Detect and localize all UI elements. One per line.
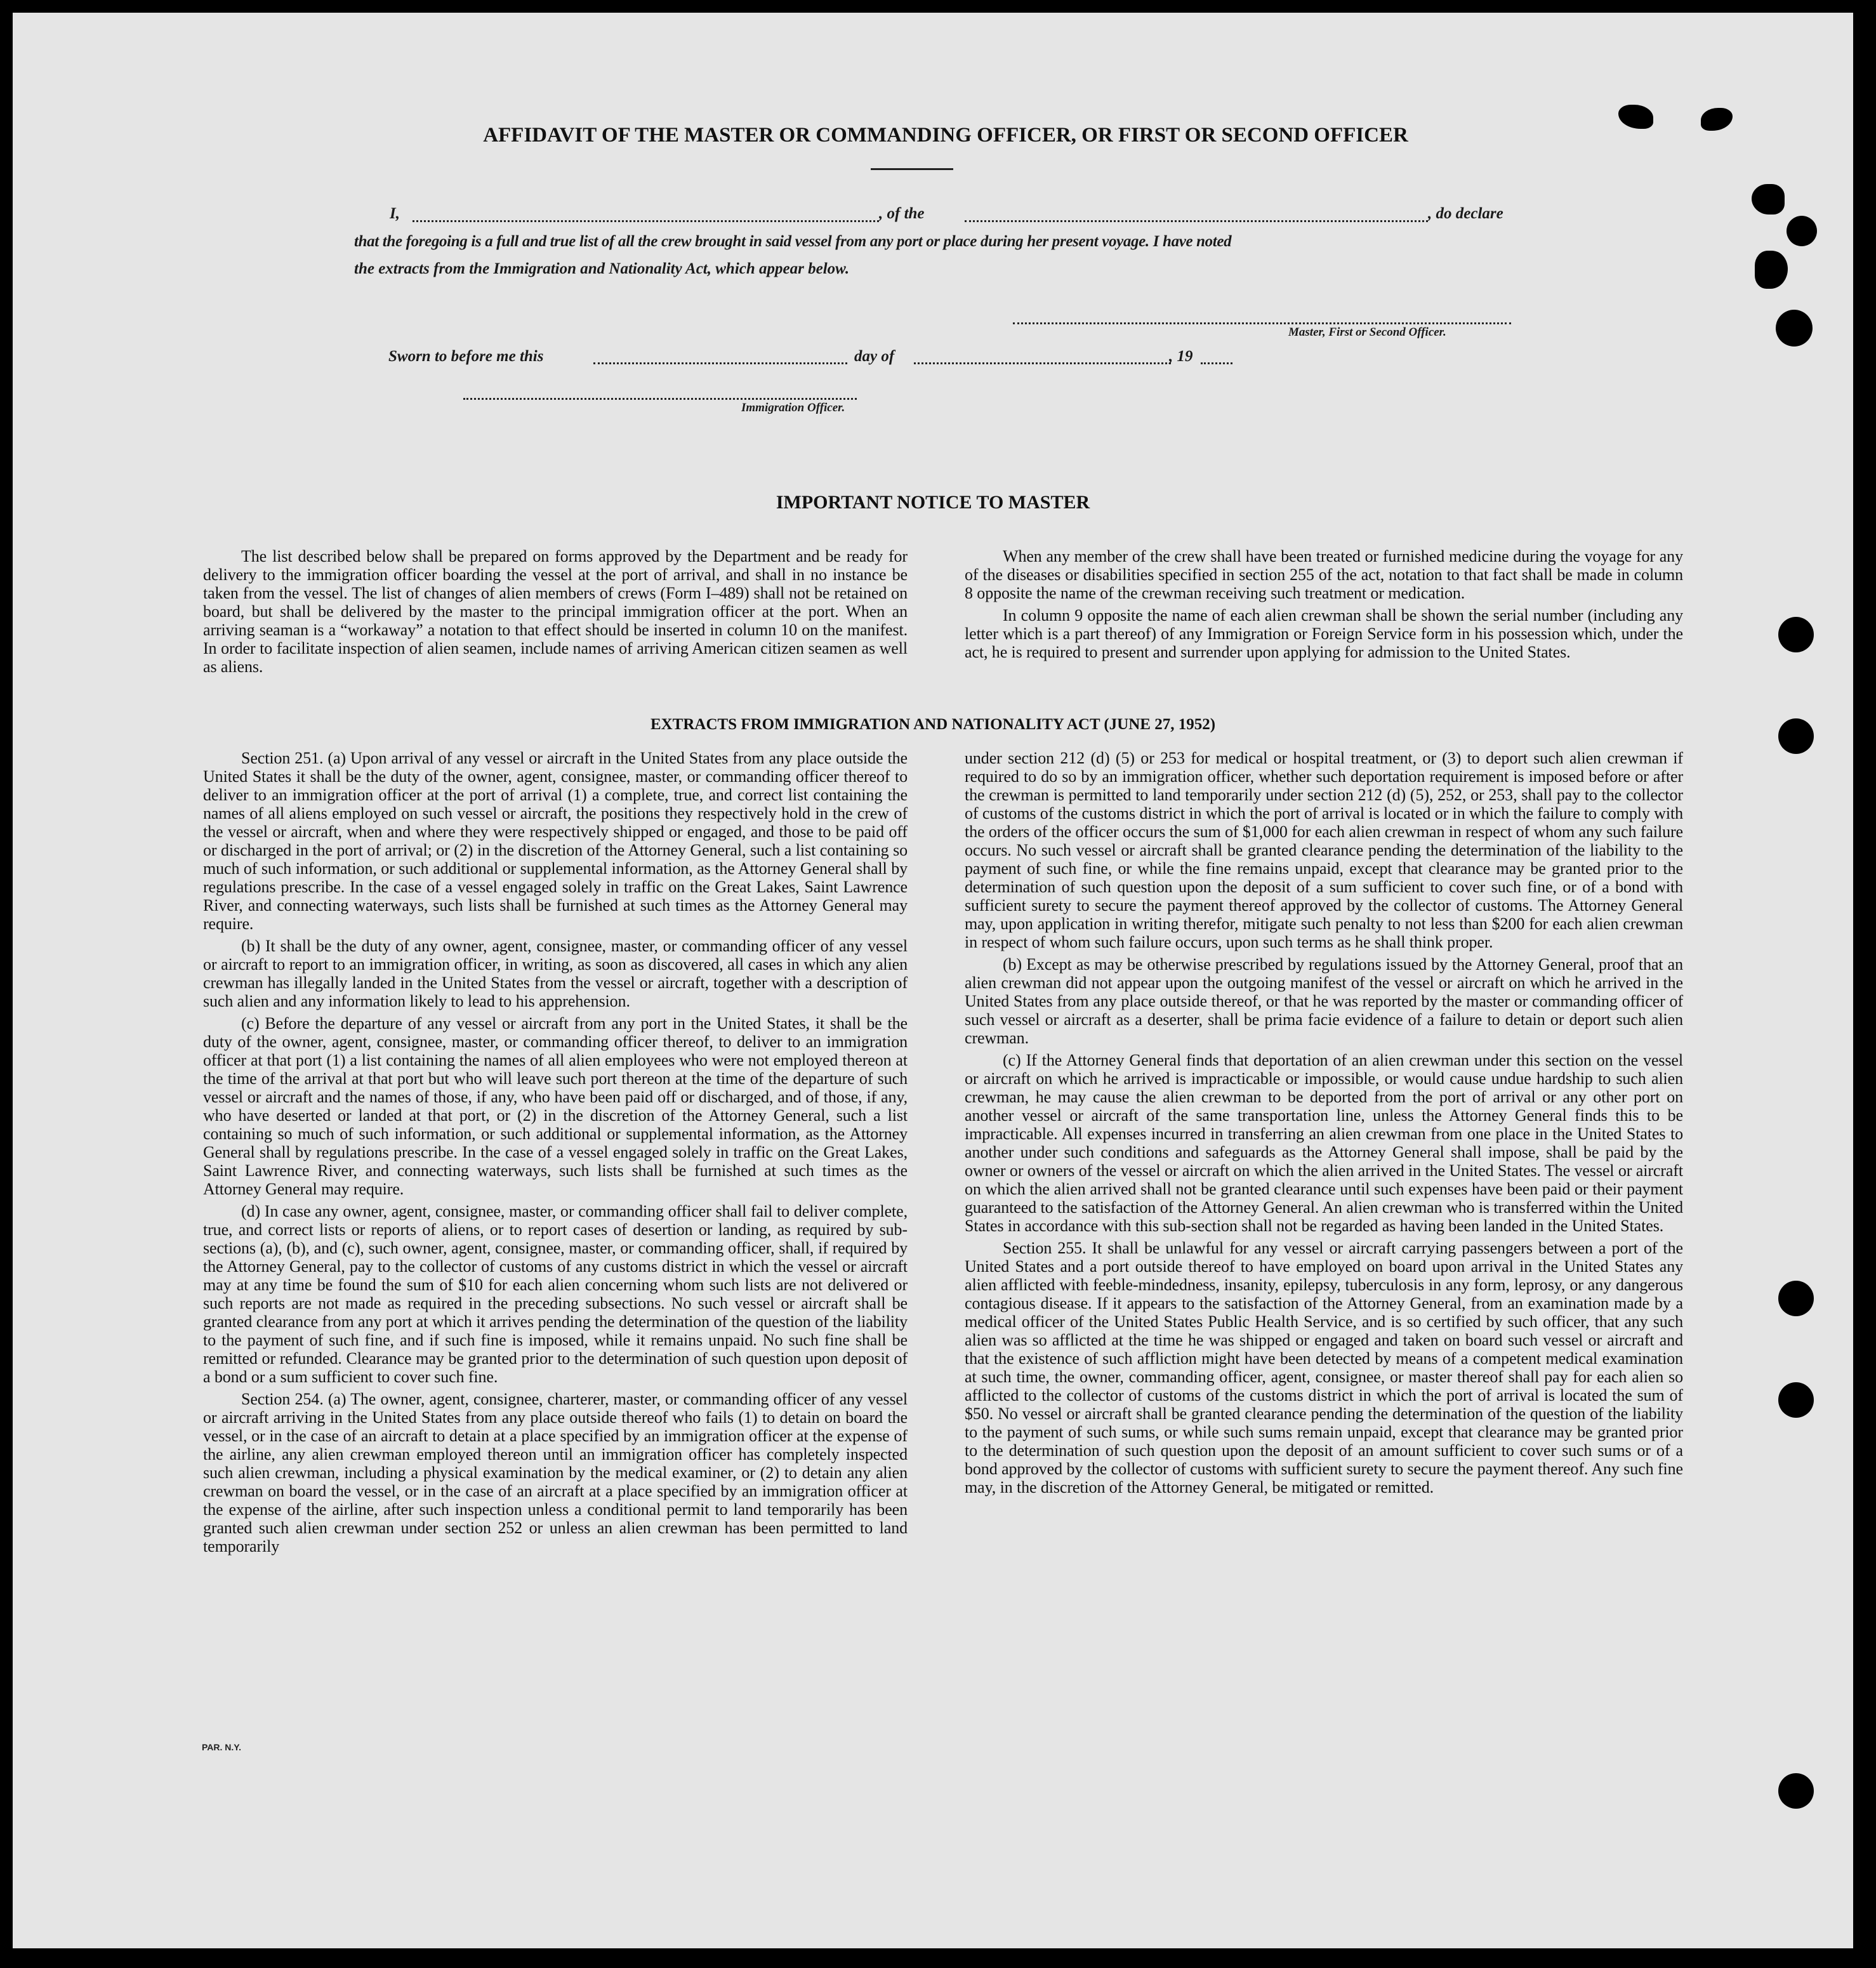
document-page xyxy=(13,13,1853,1948)
vessel-name-field[interactable] xyxy=(965,220,1428,222)
declaration-i: I, xyxy=(390,205,400,222)
section-254-a: Section 254. (a) The owner, agent, consignee, charterer, master, or commanding officer of any vessel or aircraft arriving in the United States from any place outside thereof who fails (1) to detain on board the vessel, or in the case of an aircraft to detain at a place specified by an immigration officer at the expense of the airline, any alien crewman employed thereon until an immigration officer has completely inspected such alien crewman, including a physical examination by the medical examiner, or (2) to detain any alien crewman on board the vessel, or in the case of an aircraft at a place specified by an immigration officer at the expense of the airline, after such inspection unless a conditional permit to land temporarily has been granted such alien crewman under section 252 or unless an alien crewman has been permitted to land temporarily xyxy=(203,1390,908,1555)
section-251-c: (c) Before the departure of any vessel or aircraft from any port in the United States, it shall be the duty of the owner, agent, consignee, master, or commanding officer thereof, to deliver to an immigration officer at that port (1) a list containing the names of all alien employees who were not employed thereon at the time of the arrival at that port but who will leave such port thereon at the time of the departure of such vessel or aircraft and the names of those, if any, who have been paid off or discharged, and of those, if any, who have deserted or landed at that port, or (2) in the discretion of the Attorney General, such a list containing so much of such information, or such additional or supplemental information, as the Attorney General shall by regulations prescribe. In the case of a vessel engaged solely in traffic on the Great Lakes, Saint Lawrence River, and connecting waterways, such lists shall be furnished at such times as the Attorney General may require. xyxy=(203,1014,908,1198)
binder-hole xyxy=(1778,1382,1814,1418)
ink-blot-right-2 xyxy=(1755,251,1788,289)
declaration-line-2: that the foregoing is a full and true list of all the crew brought in said vessel from any port or place during her present voyage. I have noted xyxy=(354,233,1232,250)
section-254-c: (c) If the Attorney General finds that deportation of an alien crewman under this section on the vessel or aircraft on which he arrived is impracticable or impossible, or would cause undue hardship to such alien crewman, he may cause the alien crewman to be deported from the port of arrival or any other port on another vessel or aircraft of the same transportation line, unless the Attorney General finds this to be impracticable. All expenses incurred in transferring an alien crewman from one place in the United States to another under such conditions and safeguards as the Attorney General shall impose, shall be paid by the owner or owners of the vessel or aircraft on which the alien arrived in the United States. The vessel or aircraft on which the alien arrived shall not be granted clearance until such expenses have been paid or their payment guaranteed to the satisfaction of the Attorney General. An alien crewman who is transferred within the United States in accordance with this sub-section shall not be regarded as having been landed in the United States. xyxy=(965,1051,1683,1235)
section-251-d: (d) In case any owner, agent, consignee, master, or commanding officer shall fail to deliver complete, true, and correct lists or reports of aliens, or to report cases of desertion or landing, as required by sub-sections (a), (b), and (c), such owner, agent, consignee, master, or commanding officer, shall, if required by the Attorney General, pay to the collector of customs of any customs district in which the vessel or aircraft may at any time be found the sum of $10 for each alien concerning whom such lists are not delivered or such reports are not made as required in the preceding subsections. No such vessel or aircraft shall be granted clearance from any port at which it arrives pending the determination of the question of the liability to the payment of such fine, and if such fine is imposed, while it remains unpaid. No such fine shall be remitted or refunded. Clearance may be granted prior to the determination of such question upon deposit of a bond or a sum sufficient to cover such fine. xyxy=(203,1202,908,1386)
extracts-right-column xyxy=(965,749,1683,1500)
sworn-day-of: day of xyxy=(854,348,895,365)
master-signature-label: Master, First or Second Officer. xyxy=(1288,326,1446,339)
ink-blot-right-1 xyxy=(1752,184,1785,215)
notice-right-column xyxy=(965,547,1683,665)
printer-mark: PAR. N.Y. xyxy=(202,1742,241,1752)
sworn-year-field[interactable] xyxy=(1201,362,1232,364)
ink-blot-top-1 xyxy=(1618,105,1653,129)
notice-title: IMPORTANT NOTICE TO MASTER xyxy=(776,492,1090,513)
binder-hole xyxy=(1776,310,1813,347)
title-underline xyxy=(871,168,953,170)
declaration-do-declare: , do declare xyxy=(1428,205,1503,222)
section-254-b: (b) Except as may be otherwise prescribed by regulations issued by the Attorney General, proof that an alien crewman did not appear upon the outgoing manifest of the vessel or aircraft on which he arrived in the United States from any place outside thereof, or that he was reported by the master or commanding officer of such vessel or aircraft as a deserter, shall be prima facie evidence of a failure to detain or deport such alien crewman. xyxy=(965,955,1683,1047)
binder-hole xyxy=(1778,718,1814,754)
section-255: Section 255. It shall be unlawful for any vessel or aircraft carrying passengers between a port of the United States and a port outside thereof to have employed on board upon arrival in the United States any alien afflicted with feeble-mindedness, insanity, epilepsy, tuberculosis in any form, leprosy, or any dangerous contagious disease. If it appears to the satisfaction of the Attorney General, from an examination made by a medical officer of the United States Public Health Service, and is so certified by such officer, that any such alien was so afflicted at the time he was shipped or engaged and taken on board such vessel or aircraft and that the existence of such affliction might have been detected by means of a competent medical examination at such time, the owner, commanding officer, agent, consignee, or master thereof shall pay for each alien so afflicted to the collector of customs of the customs district in which the port of arrival is located the sum of $50. No vessel or aircraft shall be granted clearance pending the determination of the question of the liability to the payment of such sums, or while such sums remain unpaid, except that clearance may be granted prior to the determination of such question upon the deposit of an amount sufficient to cover such sums or of a bond approved by the collector of customs with sufficient surety to secure the payment thereof. Any such fine may, in the discretion of the Attorney General, be mitigated or remitted. xyxy=(965,1239,1683,1496)
extracts-title: EXTRACTS FROM IMMIGRATION AND NATIONALITY ACT (JUNE 27, 1952) xyxy=(650,716,1216,733)
master-signature-line[interactable] xyxy=(1013,322,1511,324)
declarant-name-field[interactable] xyxy=(413,220,879,222)
sworn-prefix: Sworn to before me this xyxy=(388,348,544,365)
binder-hole xyxy=(1778,617,1814,652)
sworn-day-field[interactable] xyxy=(593,362,847,364)
binder-hole xyxy=(1778,1773,1814,1809)
officer-signature-line[interactable] xyxy=(463,398,857,400)
affidavit-title: AFFIDAVIT OF THE MASTER OR COMMANDING OFFICER, OR FIRST OR SECOND OFFICER xyxy=(483,124,1408,147)
binder-hole xyxy=(1787,216,1817,246)
section-251-a: Section 251. (a) Upon arrival of any vessel or aircraft in the United States from any place outside the United States it shall be the duty of the owner, agent, consignee, master, or commanding officer thereof to deliver to an immigration officer at the port of arrival (1) a complete, true, and correct list containing the names of all aliens employed on such vessel or aircraft, the positions they respectively hold in the crew of the vessel or aircraft, when and where they were respectively shipped or engaged, and those to be paid off or discharged in the port of arrival; or (2) in the discretion of the Attorney General, such a list containing so much of such information, or such additional or supplemental information, as the Attorney General shall by regulations prescribe. In the case of a vessel engaged solely in traffic on the Great Lakes, Saint Lawrence River, and connecting waterways, such lists shall be furnished at such times as the Attorney General may require. xyxy=(203,749,908,933)
sworn-year-prefix: , 19 xyxy=(1169,348,1193,365)
binder-hole xyxy=(1778,1281,1814,1316)
extracts-left-column xyxy=(203,749,908,1559)
declaration-of-the: , of the xyxy=(879,205,925,222)
notice-left-paragraph: The list described below shall be prepared on forms approved by the Department and be ready for delivery to the immigration officer boarding the vessel at the port of arrival, and shall in no instance be taken from the vessel. The list of changes of alien members of crews (Form I–489) shall not be retained on board, but shall be delivered by the master to the principal immigration officer at the port. When an arriving seaman is a “workaway” a notation to that effect should be inserted in column 10 on the manifest. In order to facilitate inspection of alien seamen, include names of arriving American citizen seamen as well as aliens. xyxy=(203,547,908,676)
section-254-a-continued: under section 212 (d) (5) or 253 for medical or hospital treatment, or (3) to deport such alien crewman if required to do so by an immigration officer, whether such deportation requirement is imposed before or after the crewman is permitted to land temporarily under section 212 (d) (5), 252, or 253, shall pay to the collector of customs of the customs district in which the port of arrival is located or in which the failure to comply with the orders of the officer occurs the sum of $1,000 for each alien crewman in respect of whom any such failure occurs. No such vessel or aircraft shall be granted clearance pending the determination of the liability to the payment of such fine, or while the fine remains unpaid, except that clearance may be granted prior to the determination of such question upon the deposit of a sum sufficient to cover such fine, or of a bond with sufficient surety to secure the payment thereof approved by the collector of customs. The Attorney General may, upon application in writing therefor, mitigate such penalty to not less than $200 for each alien crewman in respect of whom such failure occurs, upon such terms as he shall think proper. xyxy=(965,749,1683,951)
declaration-line-3: the extracts from the Immigration and Nationality Act, which appear below. xyxy=(354,260,850,277)
notice-right-paragraph-1: When any member of the crew shall have been treated or furnished medicine during the voyage for any of the diseases or disabilities specified in section 255 of the act, notation to that fact shall be made in column 8 opposite the name of the crewman receiving such treatment or medication. xyxy=(965,547,1683,602)
sworn-month-field[interactable] xyxy=(914,362,1171,364)
officer-signature-label: Immigration Officer. xyxy=(741,401,845,414)
notice-left-column xyxy=(203,547,908,680)
notice-right-paragraph-2: In column 9 opposite the name of each alien crewman shall be shown the serial number (including any letter which is a part thereof) of any Immigration or Foreign Service form in his possession which, under the act, he is required to present and surrender upon applying for admission to the United States. xyxy=(965,606,1683,661)
ink-blot-top-2 xyxy=(1701,108,1733,131)
section-251-b: (b) It shall be the duty of any owner, agent, consignee, master, or commanding officer of any vessel or aircraft to report to an immigration officer, in writing, as soon as discovered, all cases in which any alien crewman has illegally landed in the United States from the vessel or aircraft, together with a description of such alien and any information likely to lead to his apprehension. xyxy=(203,937,908,1010)
